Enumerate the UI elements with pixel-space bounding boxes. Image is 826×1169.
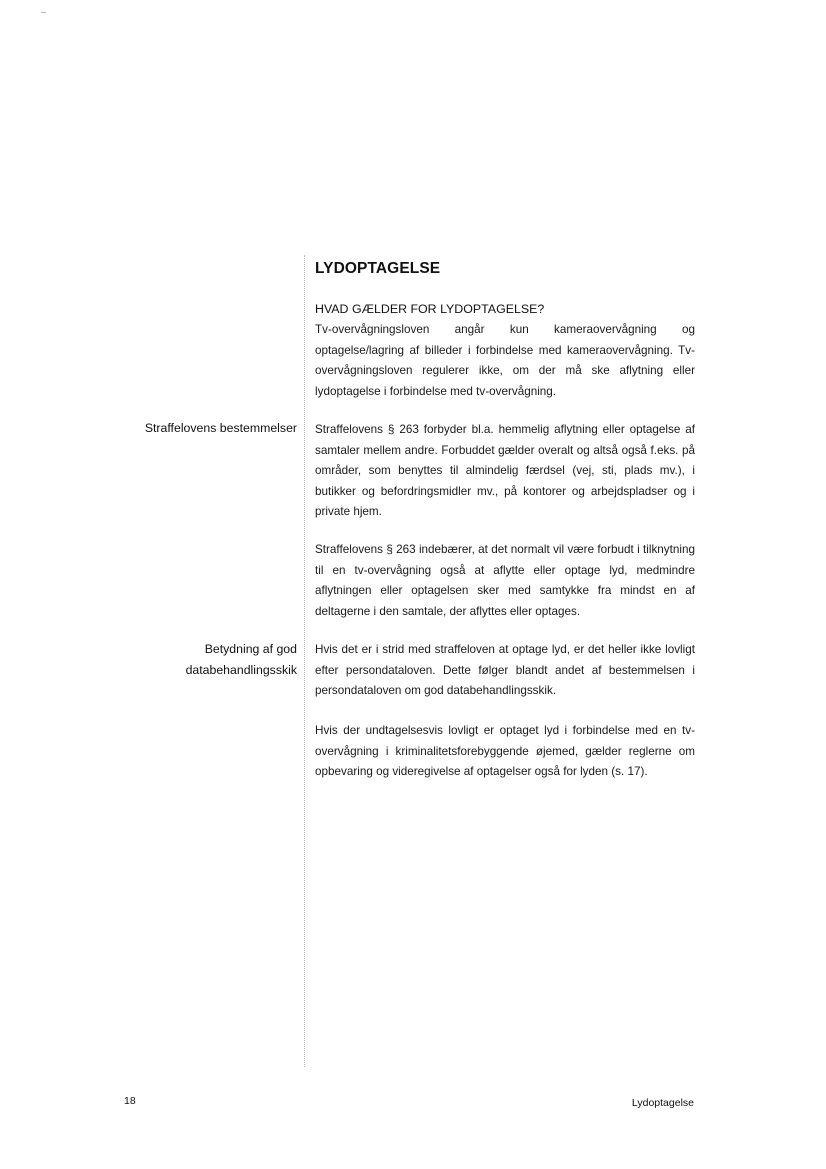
side-label-straffelov bbox=[145, 418, 297, 439]
section-question-heading: HVAD GÆLDER FOR LYDOPTAGELSE? bbox=[315, 302, 545, 316]
paragraph-undtagelse: Hvis der undtagelsesvis lovligt er optaget lyd i forbindelse med en tv-overvågning i kriminalitetsforebyggende øjemed, gælder reglerne om opbevaring og videregivelse af optagelser også for lyden (s. 17). bbox=[315, 724, 695, 778]
margin-divider-rule bbox=[304, 255, 305, 1067]
side-label-databehandlingsskik bbox=[186, 639, 297, 680]
scan-corner-mark bbox=[41, 12, 46, 13]
running-footer-title: Lydoptagelse bbox=[631, 1097, 694, 1109]
side-label-databehandling-line2: databehandlingsskik bbox=[185, 662, 297, 677]
page-number: 18 bbox=[124, 1095, 136, 1107]
paragraph-straffelov-indebaerer: Straffelovens § 263 indebærer, at det normalt vil være forbudt i tilknytning til en tv-overvågning også at aflytte eller optage lyd, medmindre aflytningen eller optagelsen sker med samtykke fra mindst en af deltagerne i den samtale, der aflyttes eller optages. bbox=[315, 543, 695, 618]
paragraph-intro: Tv-overvågningsloven angår kun kameraovervågning og optagelse/lagring af billeder i forbindelse med kameraovervågning. Tv-overvågningsloven regulerer ikke, om der må ske aflytning eller lydoptagelse i forbindelse med tv-overvågning. bbox=[315, 323, 695, 398]
paragraph-straffelov-forbud: Straffelovens § 263 forbyder bl.a. hemmelig aflytning eller optagelse af samtaler mellem andre. Forbuddet gælder overalt og altså også f.eks. på områder, som benyttes til almindelig færdsel (vej, sti, plads mv.), i butikker og befordringsmidler mv., på kontorer og arbejdspladser og i private hjem. bbox=[315, 423, 695, 518]
side-label-databehandling-line1: Betydning af god bbox=[204, 642, 297, 656]
paragraph-persondataloven: Hvis det er i strid med straffeloven at optage lyd, er det heller ikke lovligt efter persondataloven. Dette følger blandt andet af bestemmelsen i persondataloven om god databehandlingsskik. bbox=[315, 643, 695, 697]
section-title: LYDOPTAGELSE bbox=[315, 260, 441, 277]
side-label-straffelov-text: Straffelovens bestemmelser bbox=[144, 421, 297, 435]
